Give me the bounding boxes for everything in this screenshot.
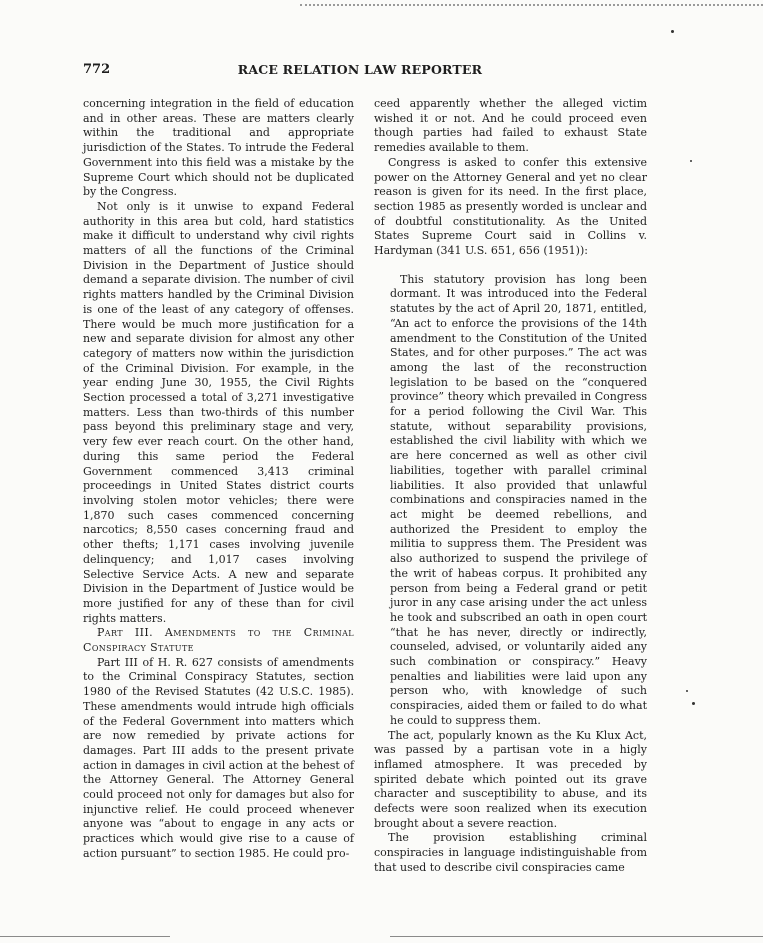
left-column <box>83 97 354 862</box>
bottom-edge-artifact <box>390 936 763 937</box>
paragraph: Part III of H. R. 627 consists of amendments to the Criminal Conspiracy Statutes, section 1980 of the Revised Statutes (42 U.S.C. 1985). These amendments would intrude high officials of the Federal Government into matters which are now remedied by private actions for damages. Part III adds to the present private action in damages in civil action at the behest of the Attorney General. The Attorney General could proceed not only for damages but also for injunctive relief. He could proceed whenever anyone was “about to engage in any acts or practices which would give rise to a cause of action pursuant” to section 1985. He could pro- <box>83 655 355 860</box>
top-edge-artifact <box>300 4 763 6</box>
paragraph: The provision establishing criminal conspiracies in language indistinguishable from that used to describe civil conspiracies came <box>374 831 647 874</box>
block-quote <box>374 273 647 729</box>
paragraph: ceed apparently whether the alleged victim wished it or not. And he could proceed even though parties had failed to exhaust State remedies available to them. <box>374 97 647 155</box>
scan-speck <box>692 702 695 705</box>
paragraph: Congress is asked to confer this extensive power on the Attorney General and yet no clear reason is given for its need. In the first place, section 1985 as presently worded is unclear and of doubtful constitutionality. As the United States Supreme Court said in Collins v. Hardyman (341 U.S. 651, 656 (1951)): <box>374 155 647 258</box>
scan-speck <box>686 690 688 692</box>
page-number: 772 <box>83 62 111 77</box>
running-head: RACE RELATION LAW REPORTER <box>237 62 483 77</box>
paragraph: The act, popularly known as the Ku Klux Act, was passed by a partisan vote in a higly inflamed atmosphere. It was preceded by spirited debate which pointed out its grave character and susceptibility to abuse, and its defects were soon realized when its execution brought about a severe reaction. <box>374 728 647 830</box>
scan-speck <box>690 160 692 162</box>
right-column <box>374 97 647 876</box>
paragraph: Not only is it unwise to expand Federal authority in this area but cold, hard statistics make it difficult to understand why civil rights matters of all the functions of the Criminal Division in the Department of Justice should demand a separate division. The number of civil rights matters handled by the Criminal Division is one of the least of any category of offenses. There would be much more justification for a new and separate division for almost any other category of matters now within the jurisdiction of the Criminal Division. For example, in the year ending June 30, 1955, the Civil Rights Section processed a total of 3,271 investigative matters. Less than two-thirds of this number pass beyond this preliminary stage and very, very few ever reach court. On the other hand, during this same period the Federal Government commenced 3,413 criminal proceedings in United States district courts involving stolen motor vehicles; there were 1,870 such cases commenced concerning narcotics; 8,550 cases concerning fraud and other thefts; 1,171 cases involving juvenile delinquency; and 1,017 cases involving Selective Service Acts. A new and separate Division in the Department of Justice would be more justified for any of these than for civil rights matters. <box>83 199 354 625</box>
section-heading: Part III. Amendments to the Criminal Conspiracy Statute <box>83 626 354 655</box>
quote-paragraph: This statutory provision has long been dormant. It was introduced into the Federal statutes by the act of April 20, 1871, entitled, “An act to enforce the provisions of the 14th amendment to the Constitution of the United States, and for other purposes.” The act was among the last of the reconstruction legislation to be based on the “conquered province” theory which prevailed in Congress for a period following the Civil War. This statute, without separability provisions, established the civil liability with which we are here concerned as well as other civil liabilities, together with parallel criminal liabilities. It also provided that unlawful combinations and conspiracies named in the act might be deemed rebellions, and authorized the President to employ the militia to suppress them. The President was also authorized to suspend the privilege of the writ of habeas corpus. It prohibited any person from being a Federal grand or petit juror in any case arising under the act unless he took and subscribed an oath in open court “that he has never, directly or indirectly, counseled, advised, or voluntarily aided any such combination or conspiracy.” Heavy penalties and liabilities were laid upon any person who, with knowledge of such conspiracies, aided them or failed to do what he could to suppress them. <box>390 272 647 727</box>
scan-speck <box>671 30 674 33</box>
paragraph: concerning integration in the field of education and in other areas. These are matters clearly within the traditional and appropriate jurisdiction of the States. To intrude the Federal Government into this field was a mistake by the Supreme Court which should not be duplicated by the Congress. <box>83 97 354 199</box>
bottom-edge-artifact <box>0 936 170 937</box>
